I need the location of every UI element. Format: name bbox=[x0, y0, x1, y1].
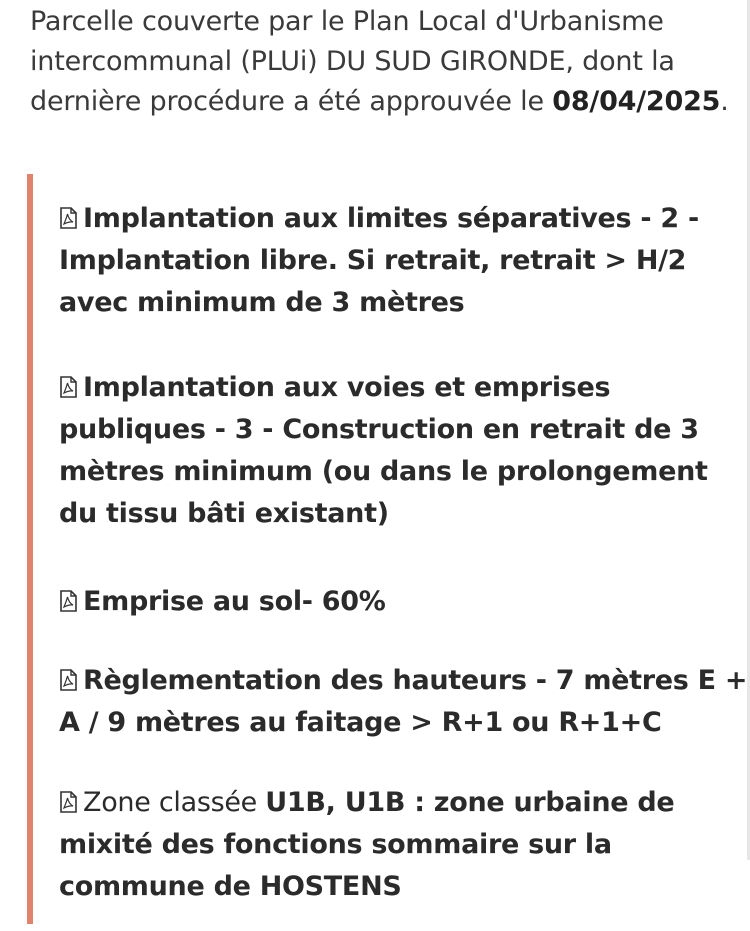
rules-list bbox=[27, 174, 749, 924]
intro-text-end: . bbox=[720, 86, 729, 117]
rule-text: Règlementation des hauteurs - 7 mètres E + A / 9 mètres au faitage > R+1 ou R+1+C bbox=[59, 665, 748, 738]
rule-zone-classee[interactable] bbox=[59, 782, 749, 908]
pdf-icon bbox=[59, 590, 77, 612]
pdf-icon bbox=[59, 376, 77, 398]
pdf-icon bbox=[59, 207, 77, 229]
intro-text: Parcelle couverte par le Plan Local d'Urbanisme intercommunal (PLUi) DU SUD GIRONDE, dont la dernière procédure a été approuvée le bbox=[30, 6, 675, 117]
rule-voies-emprises[interactable] bbox=[59, 367, 749, 535]
plui-intro bbox=[30, 2, 730, 122]
pdf-icon bbox=[59, 791, 77, 813]
zone-prefix: Zone classée bbox=[83, 787, 266, 818]
rule-emprise-sol[interactable] bbox=[59, 581, 749, 623]
rule-text: U1B, U1B : zone urbaine de mixité des fonctions sommaire sur la commune de HOSTENS bbox=[59, 787, 675, 902]
rule-hauteurs[interactable] bbox=[59, 660, 749, 744]
rule-text: Emprise au sol- 60% bbox=[83, 586, 386, 617]
rule-limites-separatives[interactable] bbox=[59, 198, 749, 324]
approval-date: 08/04/2025 bbox=[552, 86, 721, 117]
rule-text: Implantation aux limites séparatives - 2 - Implantation libre. Si retrait, retrait > H/2 avec minimum de 3 mètres bbox=[59, 203, 699, 318]
pdf-icon bbox=[59, 669, 77, 691]
rule-text: Implantation aux voies et emprises publiques - 3 - Construction en retrait de 3 mètres minimum (ou dans le prolongement du tissu bâti existant) bbox=[59, 372, 708, 529]
